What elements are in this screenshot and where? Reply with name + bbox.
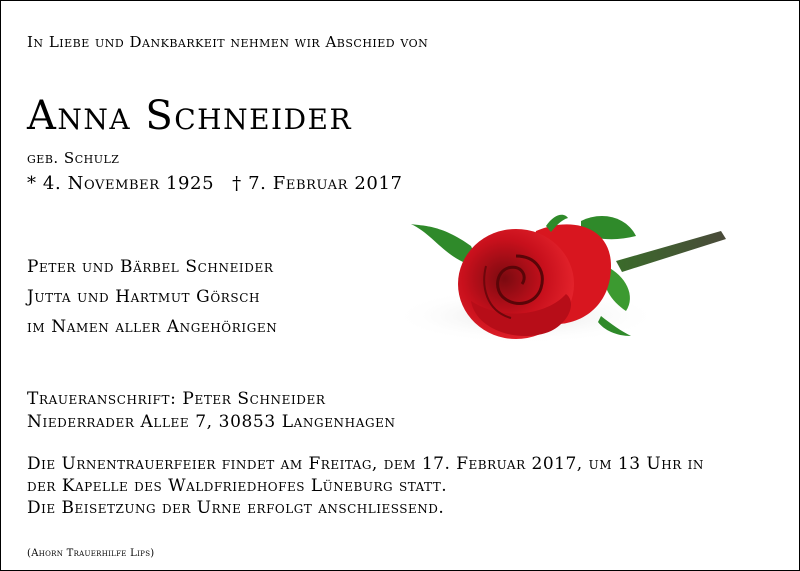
funeral-home-credit: (Ahorn Trauerhilfe Lips): [27, 548, 155, 559]
ceremony-line: Die Urnentrauerfeier findet am Freitag, dem 17. Februar 2017, um 13 Uhr in: [27, 454, 704, 474]
death-date: † 7. Februar 2017: [232, 173, 403, 194]
ceremony-line: der Kapelle des Waldfriedhofes Lüneburg statt.: [27, 476, 448, 496]
mourner-line: Peter und Bärbel Schneider: [27, 257, 274, 277]
mourner-line: im Namen aller Angehörigen: [27, 317, 278, 337]
mourner-line: Jutta und Hartmut Görsch: [27, 287, 261, 307]
rose-stem: [616, 231, 726, 272]
life-dates: [27, 173, 403, 194]
mourning-address-street: Niederrader Allee 7, 30853 Langenhagen: [27, 412, 396, 432]
ceremony-line: Die Beisetzung der Urne erfolgt anschliessend.: [27, 498, 445, 518]
deceased-name: Anna Schneider: [27, 93, 353, 139]
intro-text: In Liebe und Dankbarkeit nehmen wir Abschied von: [27, 33, 429, 51]
mourning-address-name: Traueranschrift: Peter Schneider: [27, 389, 326, 409]
red-rose-image: [386, 206, 731, 351]
birth-date: * 4. November 1925: [27, 173, 215, 194]
birth-name: geb. Schulz: [27, 149, 120, 167]
